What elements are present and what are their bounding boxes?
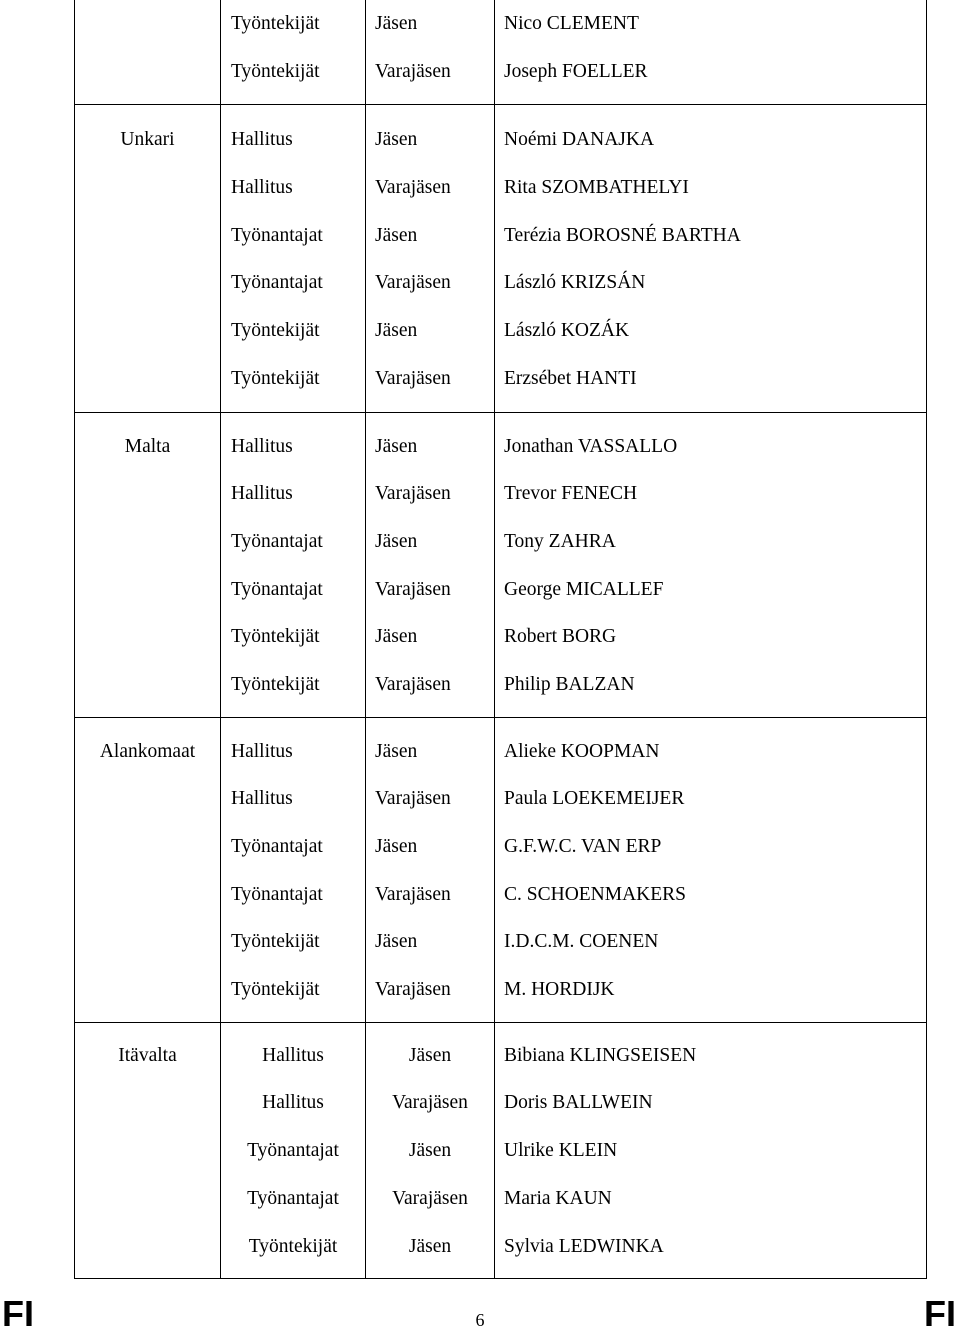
role-column-cell bbox=[366, 412, 495, 717]
role-label: Jäsen bbox=[375, 740, 418, 762]
body-label: Työnantajat bbox=[231, 883, 323, 905]
country-cell bbox=[75, 105, 221, 412]
body-label: Hallitus bbox=[231, 740, 293, 762]
member-name: Bibiana KLINGSEISEN bbox=[504, 1044, 697, 1066]
role-column-cell bbox=[366, 1022, 495, 1278]
body-label: Hallitus bbox=[231, 177, 293, 199]
member-name: Nico CLEMENT bbox=[504, 13, 639, 34]
language-mark-right: FI bbox=[924, 1293, 956, 1334]
role-label: Jäsen bbox=[375, 530, 418, 552]
role-label: Varajäsen bbox=[375, 979, 451, 1001]
body-label: Työntekijät bbox=[248, 1235, 338, 1257]
members-table-body bbox=[75, 0, 927, 1279]
name-column-cell bbox=[495, 0, 927, 105]
member-name: Noémi DANAJKA bbox=[504, 129, 655, 151]
body-column-cell bbox=[221, 412, 366, 717]
role-label: Varajäsen bbox=[375, 177, 451, 199]
member-name: Doris BALLWEIN bbox=[504, 1092, 653, 1114]
role-label: Varajäsen bbox=[375, 578, 451, 600]
name-column-cell bbox=[495, 105, 927, 412]
role-label: Varajäsen bbox=[392, 1187, 468, 1209]
body-label: Hallitus bbox=[231, 129, 293, 151]
body-label: Työnantajat bbox=[231, 272, 323, 294]
role-label: Jäsen bbox=[408, 1044, 452, 1066]
member-name: Erzsébet HANTI bbox=[504, 367, 637, 389]
country-name: Itävalta bbox=[118, 1044, 177, 1066]
body-column-cell bbox=[221, 717, 366, 1022]
member-name: G.F.W.C. VAN ERP bbox=[504, 836, 662, 857]
role-label: Jäsen bbox=[375, 435, 418, 457]
member-name: M. HORDIJK bbox=[504, 979, 615, 1001]
country-name: Unkari bbox=[120, 129, 175, 151]
country-group bbox=[75, 0, 927, 105]
body-label: Työnantajat bbox=[231, 578, 323, 600]
country-cell bbox=[75, 412, 221, 717]
role-label: Varajäsen bbox=[375, 673, 451, 695]
name-column-cell bbox=[495, 717, 927, 1022]
members-table bbox=[74, 0, 927, 1279]
member-name: Joseph FOELLER bbox=[504, 60, 648, 82]
role-column-cell bbox=[366, 717, 495, 1022]
role-label: Jäsen bbox=[375, 626, 418, 648]
member-name: Robert BORG bbox=[504, 626, 617, 648]
body-label: Työntekijät bbox=[231, 60, 320, 82]
country-group bbox=[75, 412, 927, 717]
country-name: Malta bbox=[124, 435, 171, 457]
member-name: I.D.C.M. COENEN bbox=[504, 931, 659, 953]
body-label: Työntekijät bbox=[231, 367, 320, 389]
role-column-cell bbox=[366, 0, 495, 105]
body-label: Työntekijät bbox=[231, 931, 320, 953]
member-name: Sylvia LEDWINKA bbox=[504, 1235, 664, 1257]
member-name: George MICALLEF bbox=[504, 578, 664, 600]
body-label: Työntekijät bbox=[231, 979, 320, 1001]
body-label: Työnantajat bbox=[231, 224, 323, 246]
role-label: Jäsen bbox=[375, 13, 418, 34]
role-label: Jäsen bbox=[408, 1235, 452, 1257]
role-label: Varajäsen bbox=[375, 788, 451, 810]
member-name: Ulrike KLEIN bbox=[504, 1140, 618, 1162]
member-name: Tony ZAHRA bbox=[504, 530, 616, 552]
country-cell bbox=[75, 717, 221, 1022]
body-label: Hallitus bbox=[262, 1044, 324, 1066]
body-label: Työntekijät bbox=[231, 673, 320, 695]
body-label: Hallitus bbox=[231, 435, 293, 457]
country-cell bbox=[75, 0, 221, 105]
name-column-cell bbox=[495, 1022, 927, 1278]
member-name: Trevor FENECH bbox=[504, 483, 638, 505]
country-group bbox=[75, 717, 927, 1022]
role-label: Jäsen bbox=[375, 129, 418, 151]
member-name: Alieke KOOPMAN bbox=[504, 740, 660, 762]
body-label: Työntekijät bbox=[231, 13, 320, 34]
body-label: Työntekijät bbox=[231, 320, 320, 342]
role-label: Jäsen bbox=[408, 1140, 452, 1162]
body-column-cell bbox=[221, 1022, 366, 1278]
body-column-cell bbox=[221, 105, 366, 412]
member-name: Paula LOEKEMEIJER bbox=[504, 788, 685, 810]
role-label: Varajäsen bbox=[375, 60, 451, 82]
role-label: Jäsen bbox=[375, 224, 418, 246]
role-label: Varajäsen bbox=[375, 483, 451, 505]
role-label: Jäsen bbox=[375, 931, 418, 953]
body-label: Työntekijät bbox=[231, 626, 320, 648]
member-name: Philip BALZAN bbox=[504, 673, 635, 695]
page-footer bbox=[0, 1290, 960, 1334]
body-label: Hallitus bbox=[262, 1092, 324, 1114]
body-label: Hallitus bbox=[231, 788, 293, 810]
country-group bbox=[75, 105, 927, 412]
body-label: Työnantajat bbox=[231, 836, 323, 857]
country-group bbox=[75, 1022, 927, 1278]
member-name: Rita SZOMBATHELYI bbox=[504, 177, 689, 199]
role-label: Varajäsen bbox=[375, 367, 451, 389]
country-name: Alankomaat bbox=[99, 740, 196, 762]
member-name: Terézia BOROSNÉ BARTHA bbox=[504, 224, 741, 246]
language-mark-left: FI bbox=[2, 1293, 34, 1334]
member-name: C. SCHOENMAKERS bbox=[504, 883, 687, 905]
member-name: Maria KAUN bbox=[504, 1187, 612, 1209]
page-number: 6 bbox=[475, 1310, 485, 1330]
role-label: Varajäsen bbox=[375, 272, 451, 294]
role-label: Jäsen bbox=[375, 320, 418, 342]
role-label: Varajäsen bbox=[375, 883, 451, 905]
body-label: Hallitus bbox=[231, 483, 293, 505]
role-label: Jäsen bbox=[375, 836, 418, 857]
body-label: Työnantajat bbox=[231, 530, 323, 552]
body-column-cell bbox=[221, 0, 366, 105]
member-name: Jonathan VASSALLO bbox=[504, 435, 678, 457]
role-label: Varajäsen bbox=[392, 1092, 468, 1114]
body-label: Työnantajat bbox=[247, 1187, 339, 1209]
country-cell bbox=[75, 1022, 221, 1278]
member-name: László KOZÁK bbox=[504, 320, 630, 342]
name-column-cell bbox=[495, 412, 927, 717]
body-label: Työnantajat bbox=[247, 1140, 339, 1162]
member-name: László KRIZSÁN bbox=[504, 272, 646, 294]
country-name bbox=[75, 0, 220, 48]
role-column-cell bbox=[366, 105, 495, 412]
